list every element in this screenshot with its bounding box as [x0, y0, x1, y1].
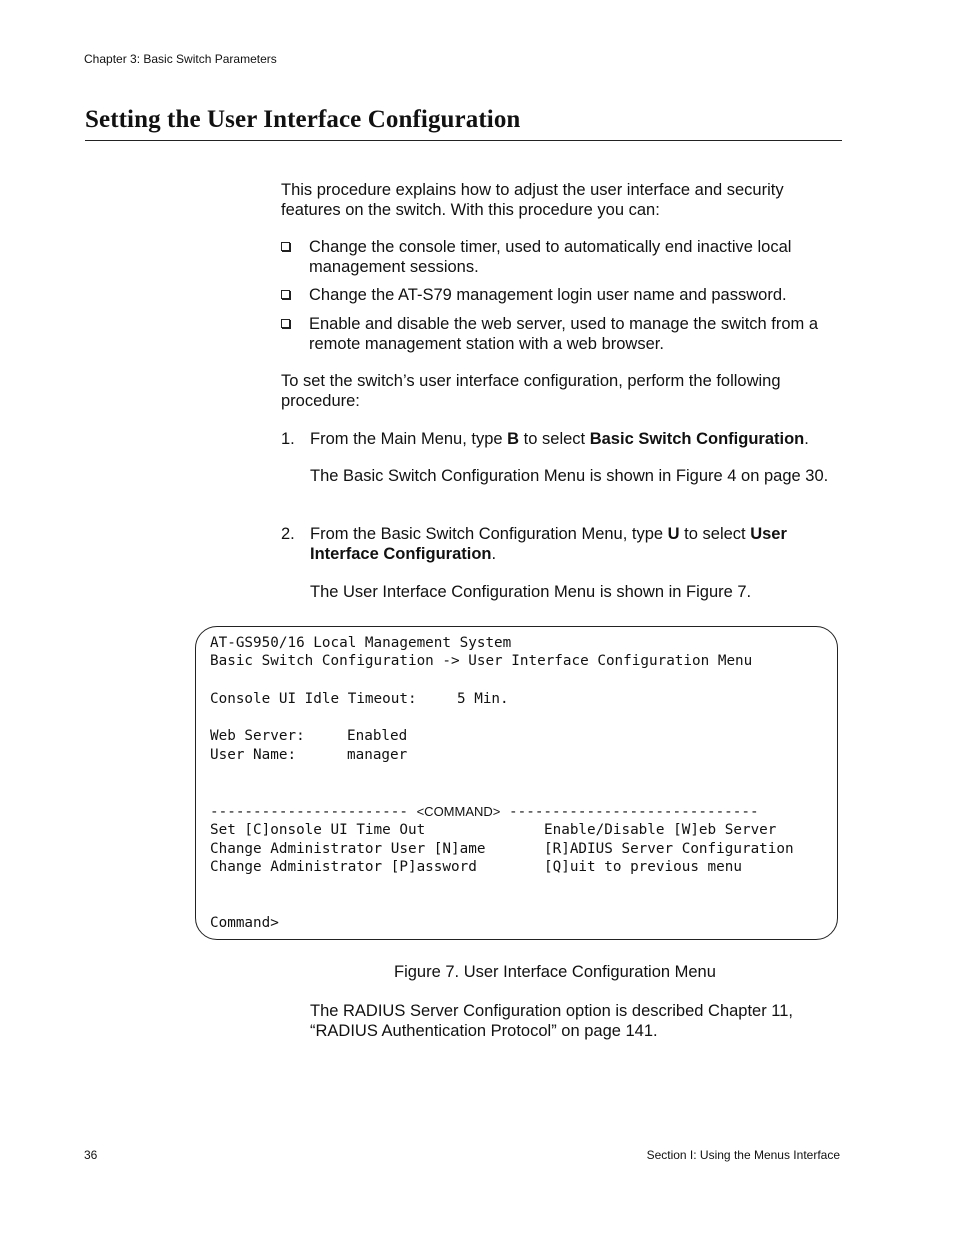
- bullet-item: [281, 285, 841, 305]
- step-2: [281, 524, 841, 564]
- step-number: 1.: [281, 430, 295, 448]
- command-console-timeout: Set [C]onsole UI Time Out: [210, 822, 426, 838]
- checkbox-bullet-icon: [281, 319, 290, 328]
- command-quit: [Q]uit to previous menu: [544, 859, 742, 875]
- command-prompt: Command>: [210, 915, 279, 931]
- footer-section-title: Section I: Using the Menus Interface: [646, 1148, 840, 1162]
- terminal-breadcrumb: Basic Switch Configuration -> User Interface Configuration Menu: [210, 653, 753, 669]
- intro-paragraph: This procedure explains how to adjust the user interface and security features on the switch. With this procedure you can:: [281, 181, 784, 219]
- bullet-text: Enable and disable the web server, used to manage the switch from a remote management station with a web browser.: [309, 315, 819, 353]
- web-server-value: Enabled: [347, 728, 408, 744]
- bullet-item: [281, 314, 841, 354]
- step-2-note: The User Interface Configuration Menu is shown in Figure 7.: [310, 583, 752, 601]
- web-server-label: Web Server:: [210, 728, 305, 744]
- bullet-text: Change the AT-S79 management login user name and password.: [309, 286, 787, 304]
- title-rule: [85, 140, 842, 141]
- step-1-note: The Basic Switch Configuration Menu is shown in Figure 4 on page 30.: [310, 467, 829, 485]
- terminal-system-line: AT-GS950/16 Local Management System: [210, 635, 512, 651]
- checkbox-bullet-icon: [281, 242, 290, 251]
- bullet-text: Change the console timer, used to automatically end inactive local management sessions.: [309, 238, 792, 276]
- timeout-value: 5 Min.: [457, 691, 509, 707]
- step-text: From the Main Menu, type B to select Basic Switch Configuration.: [310, 430, 809, 448]
- checkbox-bullet-icon: [281, 290, 290, 299]
- command-password: Change Administrator [P]assword: [210, 859, 477, 875]
- command-web-server: Enable/Disable [W]eb Server: [544, 822, 777, 838]
- step-number: 2.: [281, 525, 295, 543]
- closing-paragraph: The RADIUS Server Configuration option is described Chapter 11, “RADIUS Authentication Protocol” on page 141.: [310, 1002, 794, 1040]
- command-divider: ----------------------- <COMMAND> -----------------------------: [210, 804, 759, 820]
- page-number: 36: [84, 1148, 98, 1162]
- figure-caption: Figure 7. User Interface Configuration Menu: [394, 963, 716, 981]
- step-1: [281, 429, 841, 449]
- terminal-screen-figure: [195, 626, 838, 940]
- procedure-intro: To set the switch’s user interface configuration, perform the following procedure:: [281, 372, 781, 410]
- bullet-item: [281, 237, 841, 277]
- running-head: Chapter 3: Basic Switch Parameters: [84, 52, 277, 66]
- timeout-label: Console UI Idle Timeout:: [210, 691, 417, 707]
- step-text: From the Basic Switch Configuration Menu, type U to select User Interface Configuration.: [310, 525, 787, 563]
- user-name-label: User Name:: [210, 747, 297, 763]
- user-name-value: manager: [347, 747, 408, 763]
- command-user-name: Change Administrator User [N]ame: [210, 841, 486, 857]
- command-radius: [R]ADIUS Server Configuration: [544, 841, 794, 857]
- section-title: Setting the User Interface Configuration: [85, 106, 521, 133]
